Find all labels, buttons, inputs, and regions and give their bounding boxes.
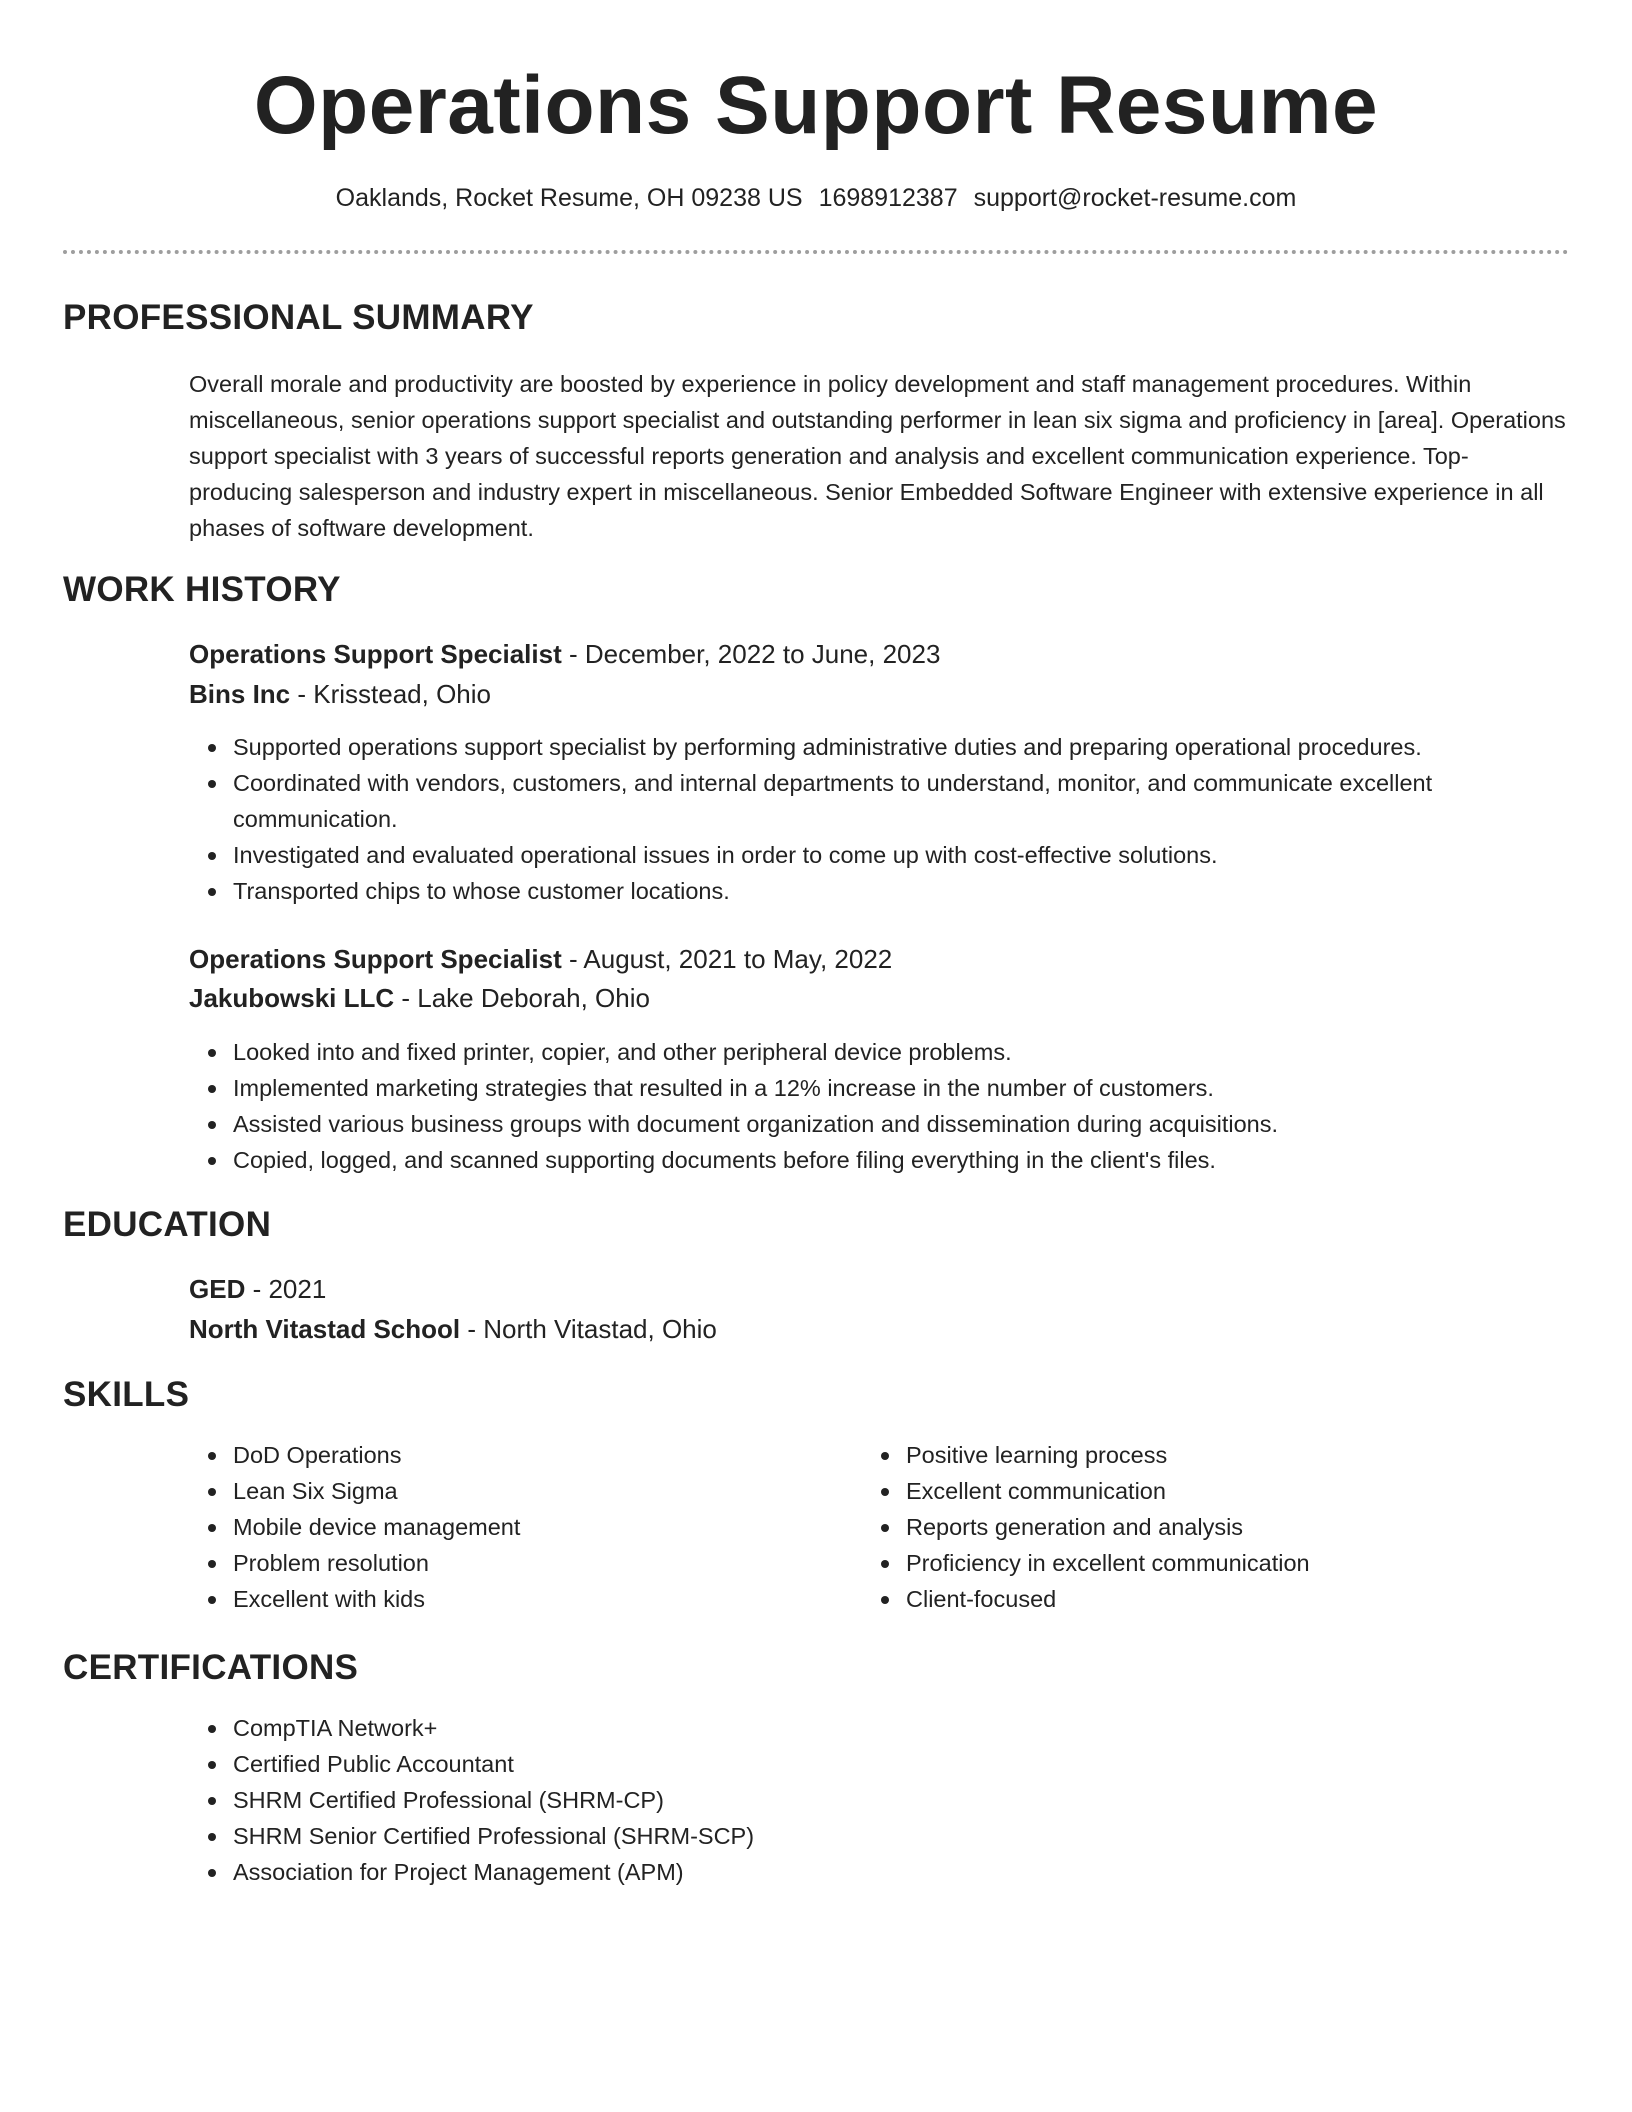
list-item: CompTIA Network+ [233, 1710, 1569, 1746]
education-school-line [189, 1311, 717, 1347]
skills-list-right [906, 1437, 1546, 1617]
job-2-company: Jakubowski LLC [189, 983, 395, 1013]
job-1-company: Bins Inc [189, 679, 291, 709]
job-2-position: Operations Support Specialist [189, 944, 562, 974]
list-item: Association for Project Management (APM) [233, 1854, 1569, 1890]
list-item: Reports generation and analysis [906, 1509, 1546, 1545]
list-item: Copied, logged, and scanned supporting documents before filing everything in the client's files. [233, 1142, 1569, 1178]
job-2-location: - Lake Deborah, Ohio [394, 983, 650, 1013]
education-location: - North Vitastad, Ohio [460, 1314, 717, 1344]
job-1-location: - Krisstead, Ohio [290, 679, 491, 709]
list-item: SHRM Certified Professional (SHRM-CP) [233, 1782, 1569, 1818]
list-item: Excellent with kids [233, 1581, 873, 1617]
skills-heading: SKILLS [63, 1375, 190, 1414]
skills-list-left [233, 1437, 873, 1617]
job-1-company-line [189, 676, 491, 712]
job-1-dates: - December, 2022 to June, 2023 [561, 639, 941, 669]
contact-email: support@rocket-resume.com [973, 184, 1297, 212]
header-divider [63, 250, 1569, 254]
education-degree: GED [189, 1274, 246, 1304]
list-item: Excellent communication [906, 1473, 1546, 1509]
contact-address: Oaklands, Rocket Resume, OH 09238 US [335, 184, 803, 212]
job-2-title-line [189, 941, 892, 977]
contact-line [0, 180, 1632, 216]
job-2-dates: - August, 2021 to May, 2022 [561, 944, 893, 974]
list-item: Looked into and fixed printer, copier, and other peripheral device problems. [233, 1034, 1569, 1070]
list-item: Assisted various business groups with document organization and dissemination during acquisitions. [233, 1106, 1569, 1142]
list-item: Coordinated with vendors, customers, and internal departments to understand, monitor, and communicate excellent communication. [233, 765, 1569, 837]
list-item: SHRM Senior Certified Professional (SHRM-SCP) [233, 1818, 1569, 1854]
list-item: Supported operations support specialist by performing administrative duties and preparing operational procedures. [233, 729, 1569, 765]
certifications-list [233, 1710, 1569, 1890]
certifications-heading: CERTIFICATIONS [63, 1648, 359, 1687]
resume-title: Operations Support Resume [253, 60, 1379, 151]
summary-text: Overall morale and productivity are boosted by experience in policy development and staff management procedures. Within miscellaneous, senior operations support specialist and outstanding performer in lean six sigma and proficiency in [area]. Operations support specialist with 3 years of successful reports generation and analysis and excellent communication experience. Top-producing salesperson and industry expert in miscellaneous. Senior Embedded Software Engineer with extensive experience in all phases of software development. [189, 371, 1566, 541]
summary-heading: PROFESSIONAL SUMMARY [63, 298, 534, 337]
education-year: - 2021 [245, 1274, 327, 1304]
list-item: Transported chips to whose customer locations. [233, 873, 1569, 909]
list-item: Mobile device management [233, 1509, 873, 1545]
work-history-heading: WORK HISTORY [63, 570, 341, 609]
job-1-title-line [189, 636, 940, 672]
contact-phone: 1698912387 [818, 184, 958, 212]
list-item: Proficiency in excellent communication [906, 1545, 1546, 1581]
list-item: Implemented marketing strategies that resulted in a 12% increase in the number of customers. [233, 1070, 1569, 1106]
job-1-position: Operations Support Specialist [189, 639, 562, 669]
list-item: Client-focused [906, 1581, 1546, 1617]
list-item: Certified Public Accountant [233, 1746, 1569, 1782]
list-item: Problem resolution [233, 1545, 873, 1581]
list-item: DoD Operations [233, 1437, 873, 1473]
job-2-company-line [189, 980, 650, 1016]
job-1-bullets [233, 729, 1569, 909]
list-item: Lean Six Sigma [233, 1473, 873, 1509]
list-item: Positive learning process [906, 1437, 1546, 1473]
education-degree-line [189, 1271, 326, 1307]
list-item: Investigated and evaluated operational issues in order to come up with cost-effective solutions. [233, 837, 1569, 873]
education-heading: EDUCATION [63, 1205, 272, 1244]
job-2-bullets [233, 1034, 1569, 1178]
education-school: North Vitastad School [189, 1314, 461, 1344]
